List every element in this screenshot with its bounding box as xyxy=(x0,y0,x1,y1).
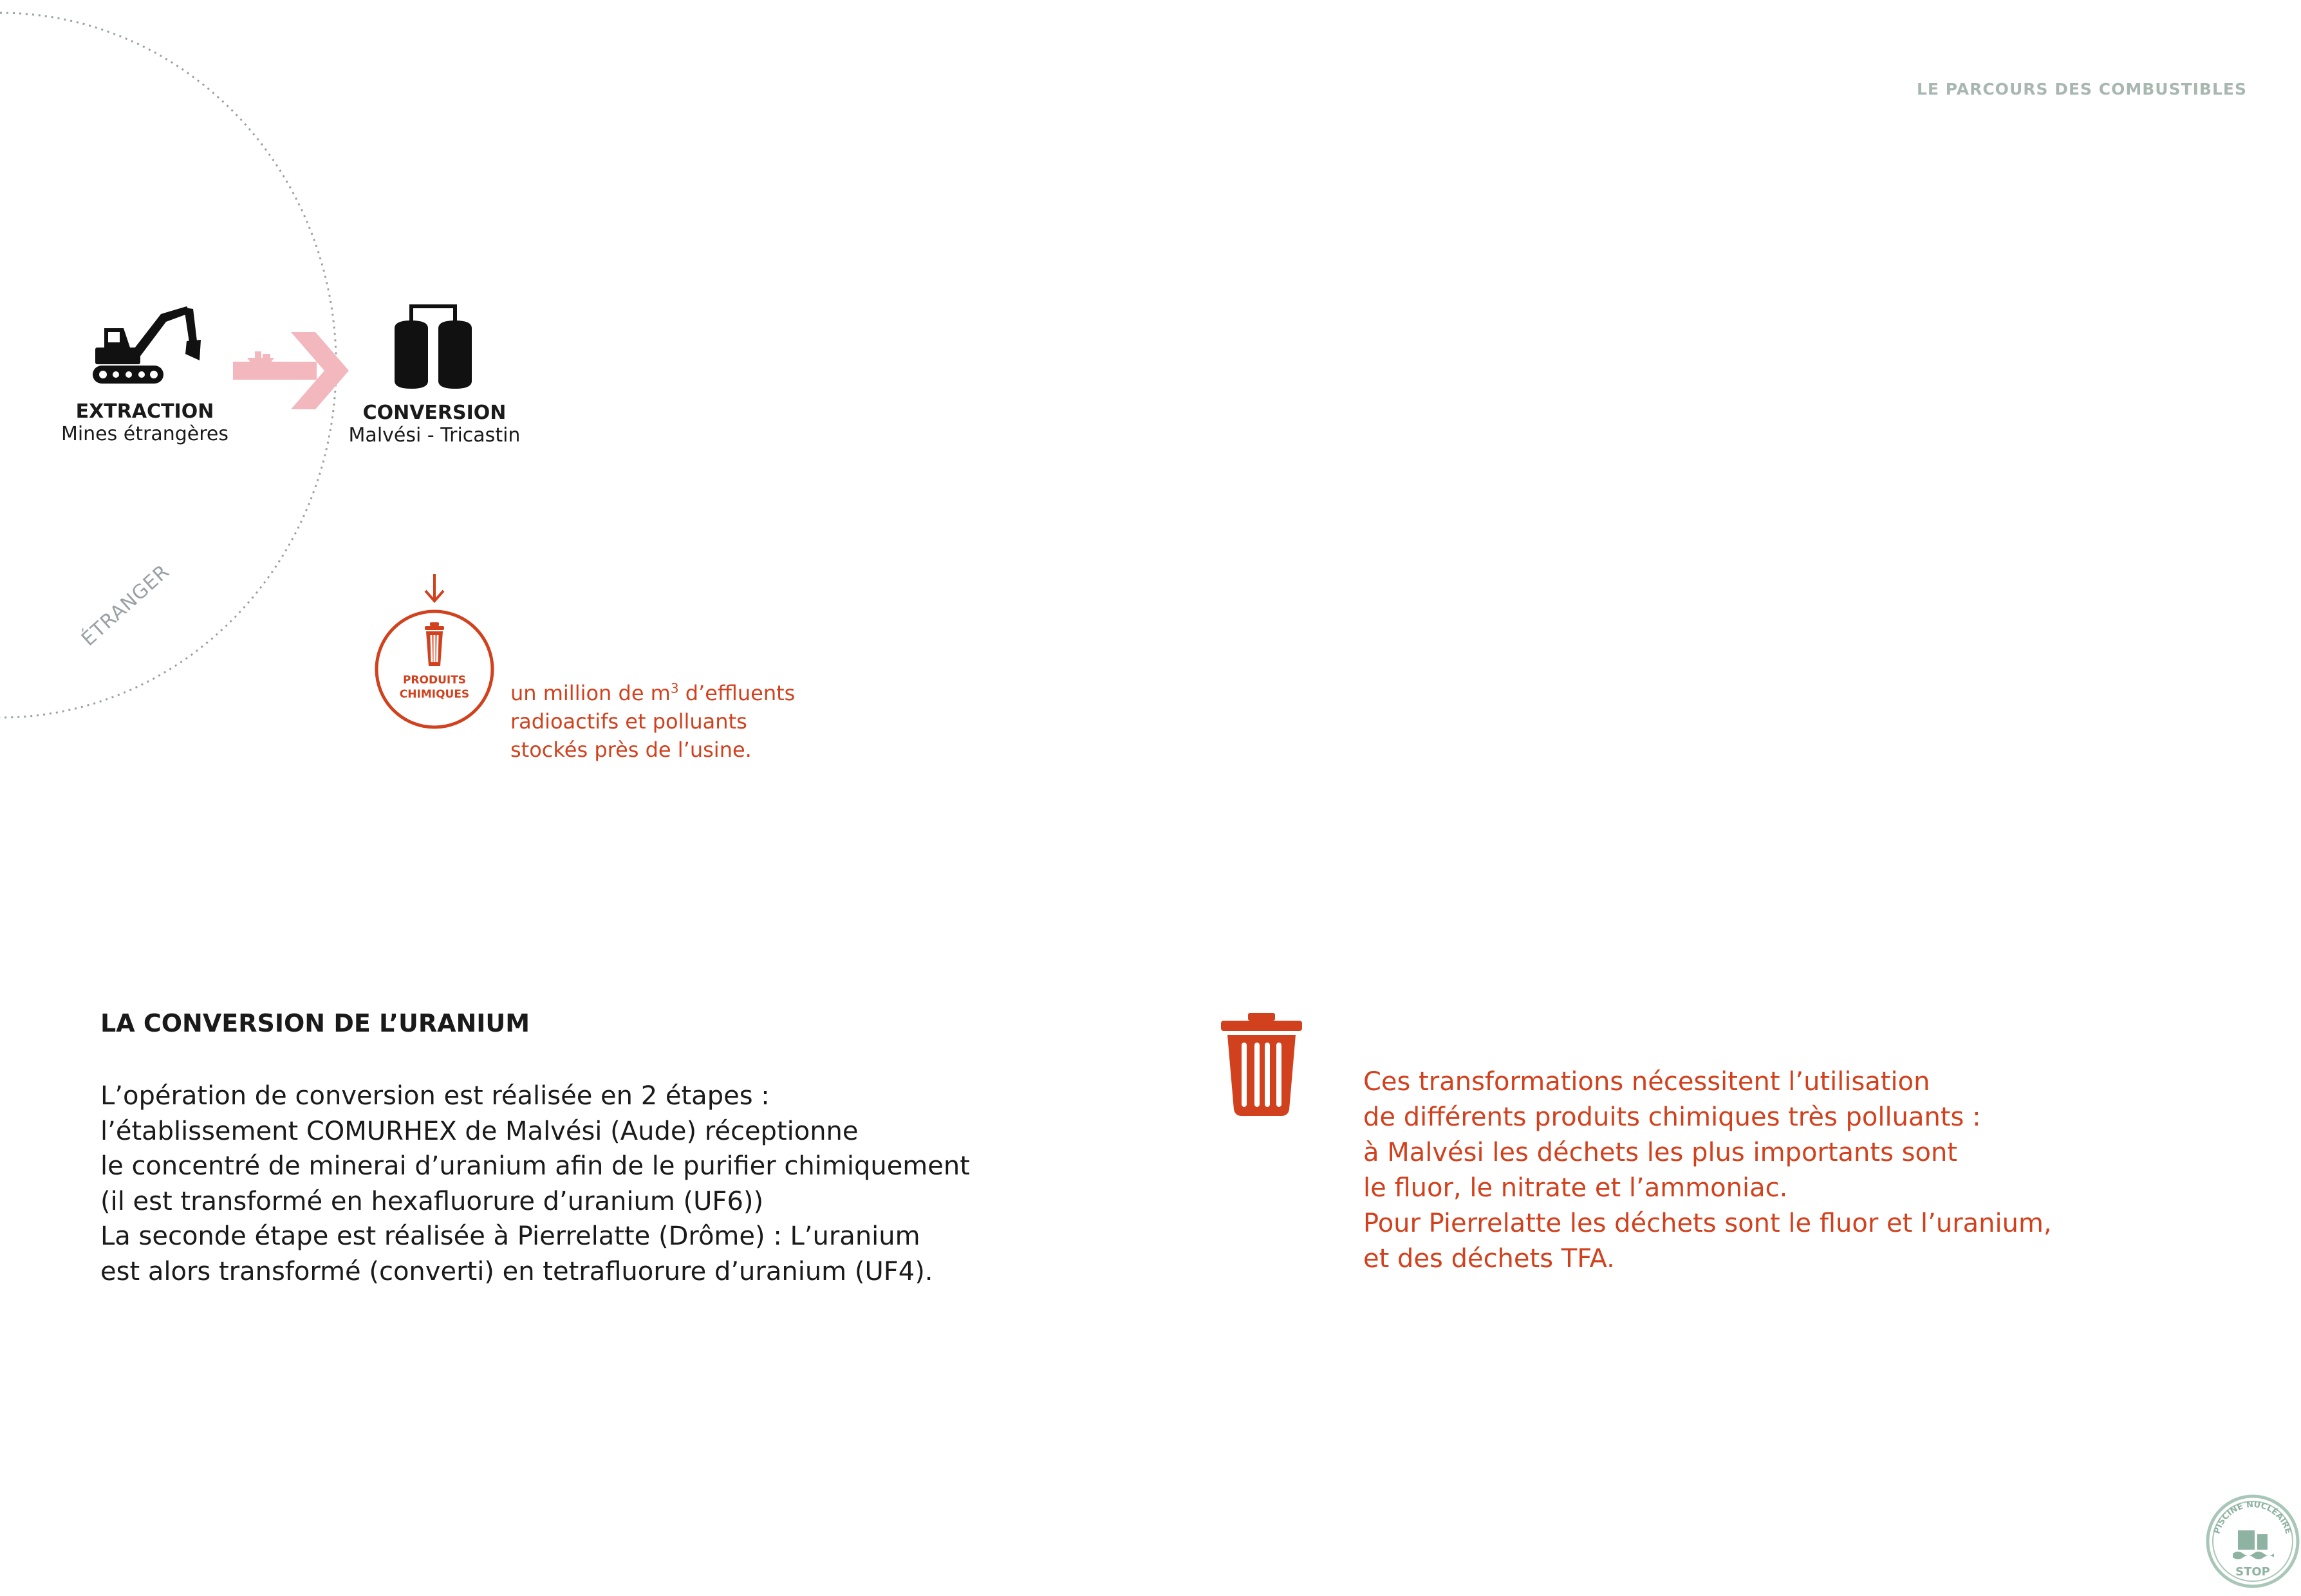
waste-badge-label xyxy=(383,673,486,701)
waste-note-line: radioactifs et polluants xyxy=(510,709,747,734)
body-line: est alors transformé (converti) en tetrafluorure d’uranium (UF4). xyxy=(100,1256,933,1286)
stamp-top-text: PISCINE NUCLÉAIRE xyxy=(2212,1499,2293,1536)
silos-icon xyxy=(389,302,480,393)
waste-note-line xyxy=(510,679,871,707)
step-subtitle: Mines étrangères xyxy=(61,423,229,445)
info-line: à Malvési les déchets les plus importants sont xyxy=(1363,1138,1957,1167)
excavator-icon xyxy=(90,302,206,386)
note-text: d’effluents xyxy=(678,681,796,705)
step-conversion xyxy=(331,402,537,447)
trash-icon xyxy=(1220,1012,1303,1118)
waste-badge xyxy=(373,608,496,730)
body-line: L’opération de conversion est réalisée en 2 étapes : xyxy=(100,1081,770,1111)
badge-line: CHIMIQUES xyxy=(399,688,470,701)
waste-note xyxy=(510,679,871,764)
body-line: l’établissement COMURHEX de Malvési (Aude) réceptionne xyxy=(100,1116,859,1146)
section-body xyxy=(100,1079,1066,1289)
note-text: un million de m xyxy=(510,681,671,705)
info-line: Ces transformations nécessitent l’utilisation xyxy=(1363,1067,1930,1097)
info-text xyxy=(1363,1064,2200,1277)
info-line: Pour Pierrelatte les déchets sont le fluor et l’uranium, xyxy=(1363,1209,2052,1238)
section-title: LA CONVERSION DE L’URANIUM xyxy=(100,1009,530,1037)
badge-line: PRODUITS xyxy=(402,674,467,687)
step-title: CONVERSION xyxy=(362,402,507,424)
info-line: le fluor, le nitrate et l’ammoniac. xyxy=(1363,1173,1788,1203)
body-line: La seconde étape est réalisée à Pierrelatte (Drôme) : L’uranium xyxy=(100,1221,920,1251)
region-label: ÉTRANGER xyxy=(77,560,174,651)
step-title: EXTRACTION xyxy=(75,400,214,423)
stamp-bottom-text: STOP xyxy=(2235,1565,2270,1579)
waste-note-line: stockés près de l’usine. xyxy=(510,738,752,762)
step-extraction xyxy=(39,400,251,445)
body-line: le concentré de minerai d’uranium afin de le purifier chimiquement xyxy=(100,1151,970,1181)
step-subtitle: Malvési - Tricastin xyxy=(348,424,521,447)
page-header-title: LE PARCOURS DES COMBUSTIBLES xyxy=(1917,80,2247,98)
note-superscript: 3 xyxy=(670,680,679,696)
stamp-logo xyxy=(2204,1493,2301,1590)
flow-arrow xyxy=(232,328,354,412)
info-line: de différents produits chimiques très polluants : xyxy=(1363,1102,1981,1132)
info-line: et des déchets TFA. xyxy=(1363,1244,1615,1274)
body-line: (il est transformé en hexafluorure d’uranium (UF6)) xyxy=(100,1186,764,1216)
arrow-down-icon xyxy=(422,573,447,605)
